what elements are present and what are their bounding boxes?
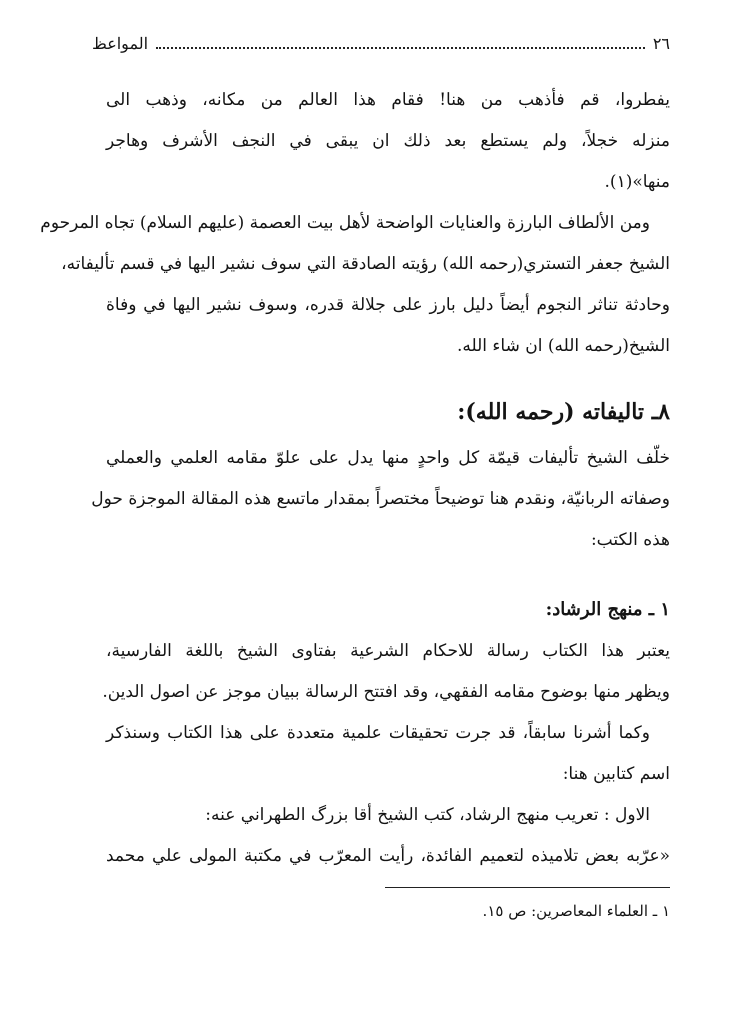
- text-line: منزله خجلاً، ولم يستطع بعد ذلك ان يبقى في النجف الأشرف وهاجر: [106, 131, 670, 151]
- header-dot-leader: [156, 47, 645, 49]
- text-line: هذه الكتب:: [590, 530, 670, 550]
- text-line: ومن الألطاف البارزة والعنايات الواضحة لأهل بيت العصمة (عليهم السلام) تجاه المرحوم: [40, 213, 650, 233]
- text-line: «عرّبه بعض تلاميذه لتعميم الفائدة، رأيت المعرّب في مكتبة المولى علي محمد: [106, 846, 670, 866]
- page-number: ٢٦: [652, 34, 670, 53]
- text-line: يعتبر هذا الكتاب رسالة للاحكام الشرعية بفتاوى الشيخ باللغة الفارسية،: [106, 641, 670, 661]
- subsection-heading: ١ ـ منهج الرشاد:: [545, 599, 670, 620]
- running-title: المواعظ: [92, 34, 149, 53]
- text-line: يفطروا، قم فأذهب من هنا! فقام هذا العالم من مكانه، وذهب الى: [106, 90, 670, 110]
- text-line: ويظهر منها بوضوح مقامه الفقهي، وقد افتتح الرسالة ببيان موجز عن اصول الدين.: [102, 682, 670, 702]
- text-line: الاول : تعريب منهج الرشاد، كتب الشيخ أقا بزرگ الطهراني عنه:: [205, 805, 650, 825]
- page-header: [92, 34, 670, 58]
- text-line: منها»(١).: [604, 172, 670, 192]
- section-heading: ٨ـ تاليفاته (رحمه الله):: [457, 399, 670, 425]
- text-line: وحادثة تناثر النجوم أيضاً دليل بارز على جلالة قدره، وسوف نشير اليها في وفاة: [106, 295, 670, 315]
- text-line: وكما أشرنا سابقاً، قد جرت تحقيقات علمية متعددة على هذا الكتاب وسنذكر: [106, 723, 650, 743]
- footnote-separator: [385, 887, 670, 888]
- text-line: اسم كتابين هنا:: [562, 764, 670, 784]
- text-line: الشيخ(رحمه الله) ان شاء الله.: [456, 336, 670, 356]
- footnote: ١ ـ العلماء المعاصرين: ص ١٥.: [482, 902, 670, 920]
- text-line: وصفاته الربانيّة، ونقدم هنا توضيحاً مختصراً بمقدار ماتسع هذه المقالة الموجزة حول: [91, 489, 670, 509]
- text-line: خلّف الشيخ تأليفات قيمّة كل واحدٍ منها يدل على علوّ مقامه العلمي والعملي: [106, 448, 670, 468]
- text-line: الشيخ جعفر التستري(رحمه الله) رؤيته الصادقة التي سوف نشير اليها في قسم تأليفاته،: [61, 254, 670, 274]
